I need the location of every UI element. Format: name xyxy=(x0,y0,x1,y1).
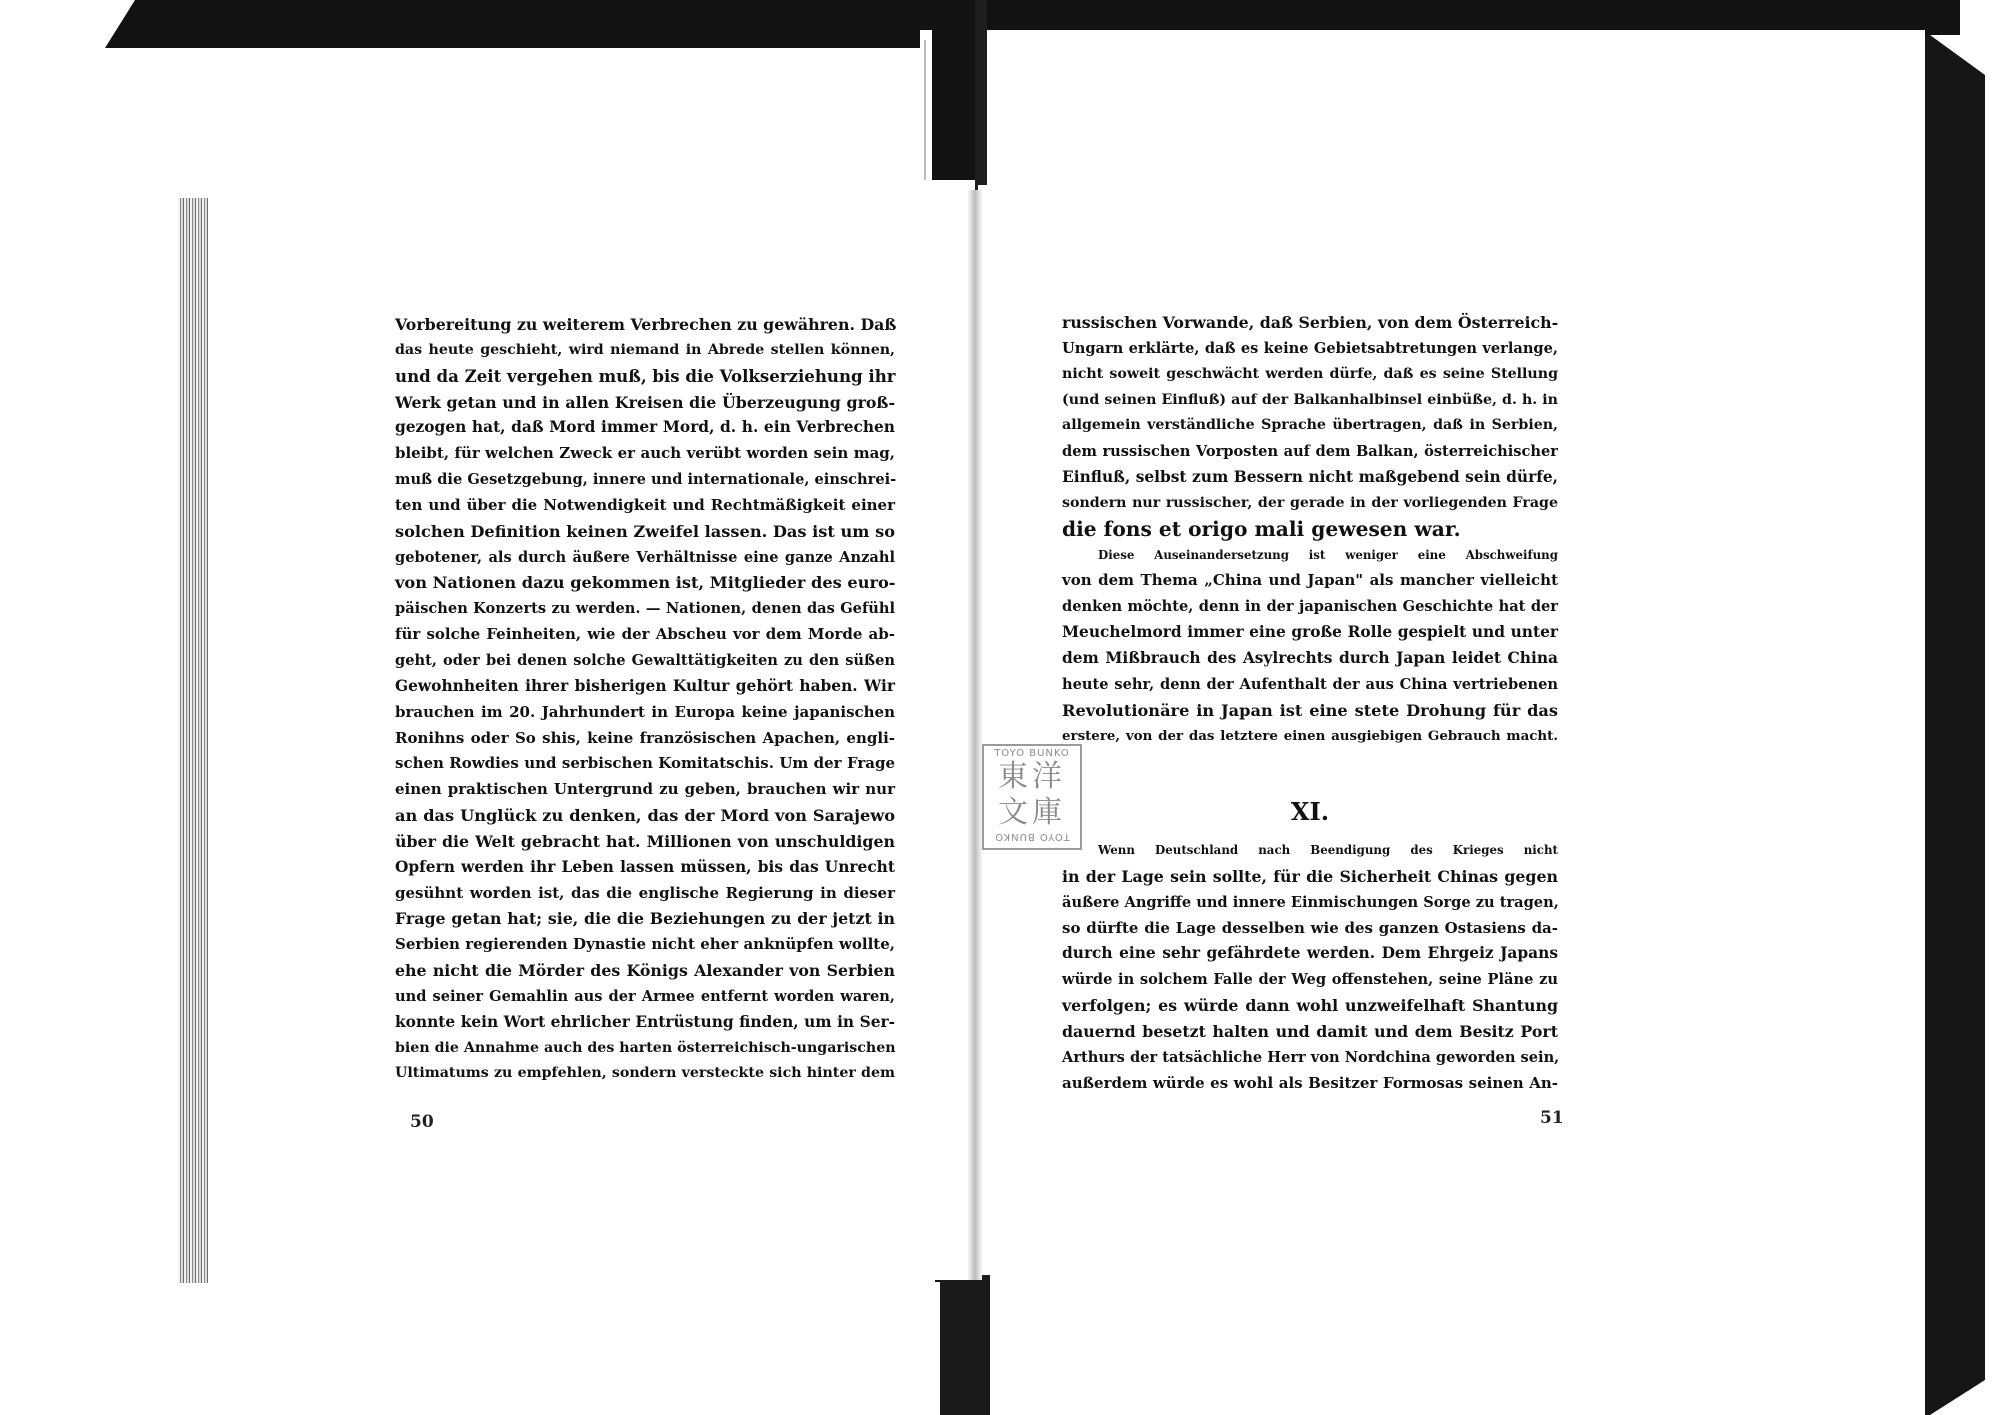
book-gutter xyxy=(968,190,982,1280)
text-line: Meuchelmord immer eine große Rolle gespielt und unter xyxy=(1062,623,1558,642)
page-number-right: 51 xyxy=(1540,1108,1564,1128)
text-line: verfolgen; es würde dann wohl unzweifelhaft Shantung xyxy=(1062,996,1558,1016)
text-line: Ungarn erklärte, daß es keine Gebietsabtretungen verlange, xyxy=(1062,339,1558,357)
right-page-text-top xyxy=(1062,310,1558,749)
text-line: dem Mißbrauch des Asylrechts durch Japan leidet China xyxy=(1062,648,1558,667)
text-line: bien die Annahme auch des harten österreichisch-ungarischen xyxy=(395,1039,896,1056)
text-line: allgemein verständliche Sprache übertragen, daß in Serbien, xyxy=(1062,417,1558,434)
text-line: die fons et origo mali gewesen war. xyxy=(1062,516,1461,541)
text-line: Serbien regierenden Dynastie nicht eher anknüpfen wollte, xyxy=(395,935,895,954)
text-line: dauernd besetzt halten und damit und dem Besitz Port xyxy=(1062,1021,1558,1041)
stamp-text-top: TOYO BUNKO xyxy=(994,748,1070,759)
text-line: sondern nur russischer, der gerade in der vorliegenden Frage xyxy=(1062,494,1558,511)
text-line: Einfluß, selbst zum Bessern nicht maßgebend sein dürfe, xyxy=(1062,468,1558,487)
text-line: päischen Konzerts zu werden. — Nationen, denen das Gefühl xyxy=(395,600,895,618)
text-line: von Nationen dazu gekommen ist, Mitglieder des euro- xyxy=(395,573,896,593)
text-line: Opfern werden ihr Leben lassen müssen, bis das Unrecht xyxy=(395,857,895,876)
text-line: denken möchte, denn in der japanischen Geschichte hat der xyxy=(1062,598,1558,616)
text-line: Diese Auseinandersetzung ist weniger eine Abschweifung xyxy=(1098,547,1558,562)
text-line: und da Zeit vergehen muß, bis die Volkserziehung ihr xyxy=(395,365,896,386)
text-line: für solche Feinheiten, wie der Abscheu vor dem Morde ab- xyxy=(395,625,895,644)
text-line: an das Unglück zu denken, das der Mord von Sarajewo xyxy=(395,806,895,826)
text-line: durch eine sehr gefährdete werden. Dem Ehrgeiz Japans xyxy=(1062,944,1558,963)
text-line: brauchen im 20. Jahrhundert in Europa keine japanischen xyxy=(395,702,895,721)
text-line: Frage getan hat; sie, die die Beziehungen zu der jetzt in xyxy=(395,909,895,929)
text-line: außerdem würde es wohl als Besitzer Formosas seinen An- xyxy=(1062,1073,1558,1092)
library-stamp xyxy=(982,744,1082,850)
text-line: (und seinen Einfluß) auf der Balkanhalbinsel einbüße, d. h. in xyxy=(1062,391,1558,408)
text-line: Arthurs der tatsächliche Herr von Nordchina geworden sein, xyxy=(1062,1048,1560,1066)
text-line: einen praktischen Untergrund zu geben, brauchen wir nur xyxy=(395,780,895,799)
text-line: gezogen hat, daß Mord immer Mord, d. h. ein Verbrechen xyxy=(395,418,895,437)
text-line: Revolutionäre in Japan ist eine stete Drohung für das xyxy=(1062,700,1558,720)
text-line: ehe nicht die Mörder des Königs Alexander von Serbien xyxy=(395,961,895,981)
text-line: geht, oder bei denen solche Gewalttätigkeiten zu den süßen xyxy=(395,651,895,669)
text-line: von dem Thema „China und Japan" als mancher vielleicht xyxy=(1062,571,1558,590)
text-line: nicht soweit geschwächt werden dürfe, daß es seine Stellung xyxy=(1062,365,1558,382)
text-line: gebotener, als durch äußere Verhältnisse eine ganze Anzahl xyxy=(395,548,895,566)
text-line: erstere, von der das letztere einen ausgiebigen Gebrauch macht. xyxy=(1062,727,1558,744)
text-line: gesühnt worden ist, das die englische Regierung in dieser xyxy=(395,883,895,902)
stamp-text-bottom: TOYO BUNKO xyxy=(994,831,1070,842)
text-line: heute sehr, denn der Aufenthalt der aus China vertriebenen xyxy=(1062,675,1558,693)
text-line: Vorbereitung zu weiterem Verbrechen zu gewähren. Daß xyxy=(395,315,897,334)
text-line: über die Welt gebracht hat. Millionen von unschuldigen xyxy=(395,831,895,851)
stamp-characters: 東洋文庫 xyxy=(998,759,1066,830)
text-line: Ronihns oder So shis, keine französischen Apachen, engli- xyxy=(395,728,895,747)
text-line: muß die Gesetzgebung, innere und internationale, einschrei- xyxy=(395,471,897,489)
right-page-text-bottom xyxy=(1062,838,1558,1096)
text-line: Werk getan und in allen Kreisen die Überzeugung groß- xyxy=(395,392,895,412)
text-line: und seiner Gemahlin aus der Armee entfernt worden waren, xyxy=(395,987,895,1005)
text-line: das heute geschieht, wird niemand in Abrede stellen können, xyxy=(395,341,895,358)
text-line: ten und über die Notwendigkeit und Rechtmäßigkeit einer xyxy=(395,495,895,514)
text-line: in der Lage sein sollte, für die Sicherheit Chinas gegen xyxy=(1062,866,1558,886)
page-number-left: 50 xyxy=(410,1112,434,1132)
text-line: Ultimatums zu empfehlen, sondern versteckte sich hinter dem xyxy=(395,1065,895,1082)
left-page-text xyxy=(395,312,895,1087)
text-line: schen Rowdies und serbischen Komitatschis. Um der Frage xyxy=(395,754,895,773)
text-line: würde in solchem Falle der Weg offenstehen, seine Pläne zu xyxy=(1062,971,1558,989)
text-line: so dürfte die Lage desselben wie des ganzen Ostasiens da- xyxy=(1062,918,1558,937)
text-line: bleibt, für welchen Zweck er auch verübt worden sein mag, xyxy=(395,444,895,463)
text-line: russischen Vorwande, daß Serbien, von dem Österreich- xyxy=(1062,313,1559,332)
text-line: Gewohnheiten ihrer bisherigen Kultur gehört haben. Wir xyxy=(395,676,895,695)
text-line: solchen Definition keinen Zweifel lassen. Das ist um so xyxy=(395,521,895,541)
text-line: konnte kein Wort ehrlicher Entrüstung finden, um in Ser- xyxy=(395,1012,895,1031)
text-line: dem russischen Vorposten auf dem Balkan, österreichischer xyxy=(1062,443,1558,461)
chapter-heading: XI. xyxy=(1290,797,1330,826)
text-line: äußere Angriffe und innere Einmischungen Sorge zu tragen, xyxy=(1062,893,1559,911)
page-edges xyxy=(178,198,208,1283)
text-line: Wenn Deutschland nach Beendigung des Krieges nicht xyxy=(1098,843,1558,857)
